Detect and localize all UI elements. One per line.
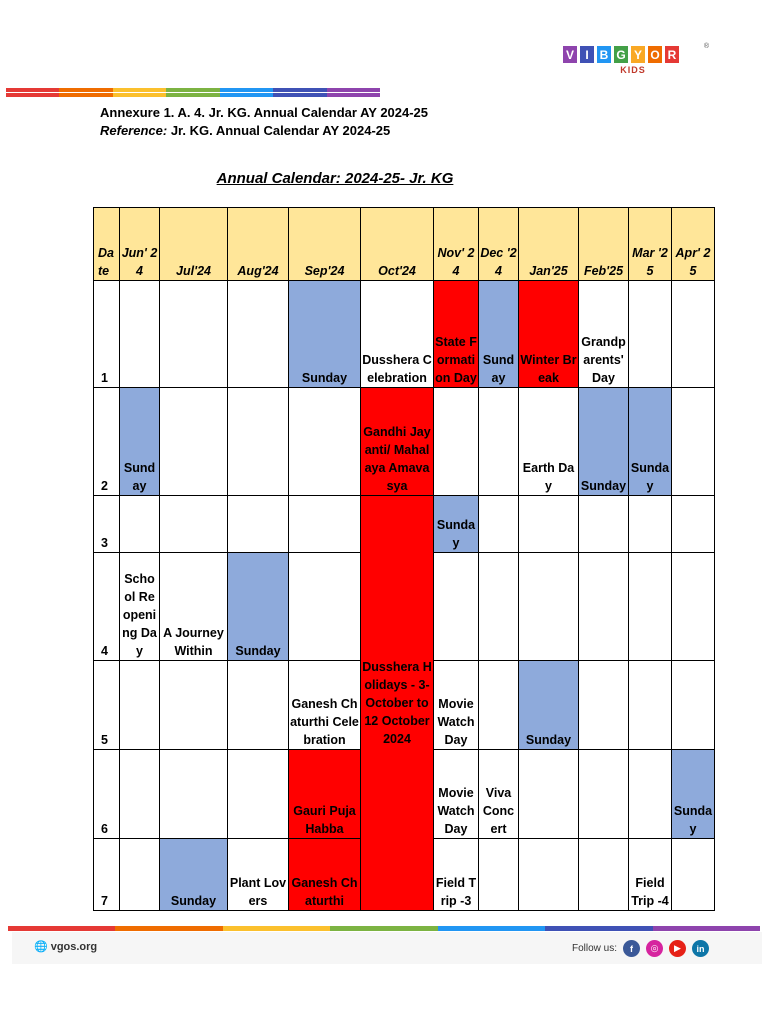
event-cell: Gandhi Jayanti/ Mahalaya Amavasya — [361, 388, 434, 496]
stripe-segment — [545, 926, 652, 931]
empty-cell — [160, 388, 228, 496]
empty-cell — [228, 661, 289, 750]
footer — [12, 932, 762, 964]
vibgyor-kids-logo: V I B G Y O R KIDS ® — [563, 46, 709, 86]
event-cell: Movie Watch Day — [434, 750, 479, 839]
calendar-header-row — [94, 208, 715, 281]
empty-cell — [479, 388, 519, 496]
month-column-header: Mar '25 — [629, 208, 672, 281]
empty-cell — [672, 388, 715, 496]
event-cell: Sunday — [519, 661, 579, 750]
empty-cell — [629, 281, 672, 388]
empty-cell — [160, 281, 228, 388]
stripe-segment — [438, 926, 545, 931]
empty-cell — [519, 839, 579, 911]
empty-cell — [120, 750, 160, 839]
event-cell: Dusshera Holidays - 3- October to 12 October 2024 — [361, 496, 434, 911]
event-cell: Sunday — [120, 388, 160, 496]
date-cell: 2 — [94, 388, 120, 496]
empty-cell — [289, 553, 361, 661]
event-cell: Field Trip -4 — [629, 839, 672, 911]
empty-cell — [228, 281, 289, 388]
empty-cell — [160, 661, 228, 750]
empty-cell — [120, 281, 160, 388]
stripe-segment — [220, 88, 273, 92]
empty-cell — [579, 750, 629, 839]
date-cell: 3 — [94, 496, 120, 553]
empty-cell — [519, 553, 579, 661]
empty-cell — [672, 281, 715, 388]
footer-site[interactable]: 🌐 vgos.org — [34, 940, 98, 953]
month-column-header: Dec '24 — [479, 208, 519, 281]
calendar-row — [94, 496, 715, 553]
empty-cell — [479, 496, 519, 553]
logo-letter: O — [648, 46, 662, 63]
empty-cell — [120, 661, 160, 750]
event-cell: Sunday — [629, 388, 672, 496]
month-column-header: Jan'25 — [519, 208, 579, 281]
empty-cell — [228, 750, 289, 839]
empty-cell — [479, 661, 519, 750]
empty-cell — [629, 661, 672, 750]
event-cell: Sunday — [434, 496, 479, 553]
empty-cell — [672, 839, 715, 911]
empty-cell — [672, 553, 715, 661]
page-title: Annual Calendar: 2024-25- Jr. KG — [216, 170, 454, 187]
stripe-segment — [6, 93, 59, 97]
calendar-row — [94, 281, 715, 388]
instagram-icon[interactable]: ◎ — [646, 940, 663, 957]
month-column-header: Jun' 24 — [120, 208, 160, 281]
month-column-header: Feb'25 — [579, 208, 629, 281]
empty-cell — [519, 496, 579, 553]
stripe-segment — [113, 88, 166, 92]
event-cell: Winter Break — [519, 281, 579, 388]
stripe-segment — [166, 88, 219, 92]
month-column-header: Aug'24 — [228, 208, 289, 281]
event-cell: Gauri Puja Habba — [289, 750, 361, 839]
globe-icon: 🌐 — [34, 941, 48, 953]
calendar-row — [94, 388, 715, 496]
month-column-header: Sep'24 — [289, 208, 361, 281]
month-column-header: Jul'24 — [160, 208, 228, 281]
date-cell: 6 — [94, 750, 120, 839]
bottom-color-stripe — [8, 926, 760, 931]
empty-cell — [479, 553, 519, 661]
date-cell: 5 — [94, 661, 120, 750]
event-cell: Grandparents' Day — [579, 281, 629, 388]
empty-cell — [519, 750, 579, 839]
facebook-icon[interactable]: f — [623, 940, 640, 957]
stripe-segment — [220, 93, 273, 97]
event-cell: Ganesh Chaturthi Celebration — [289, 661, 361, 750]
empty-cell — [579, 496, 629, 553]
date-column-header: Date — [94, 208, 120, 281]
event-cell: State Formation Day — [434, 281, 479, 388]
stripe-segment — [59, 88, 112, 92]
empty-cell — [160, 496, 228, 553]
stripe-segment — [273, 93, 326, 97]
empty-cell — [289, 388, 361, 496]
empty-cell — [479, 839, 519, 911]
top-color-stripe — [6, 88, 380, 97]
event-cell: Earth Day — [519, 388, 579, 496]
empty-cell — [672, 661, 715, 750]
stripe-segment — [8, 926, 115, 931]
month-column-header: Oct'24 — [361, 208, 434, 281]
annexure-line: Annexure 1. A. 4. Jr. KG. Annual Calendar AY 2024-25 — [100, 105, 429, 120]
stripe-segment — [115, 926, 222, 931]
footer-follow: Follow us: f ◎ ▶ in — [572, 940, 709, 957]
date-cell: 4 — [94, 553, 120, 661]
empty-cell — [434, 388, 479, 496]
event-cell: Sunday — [579, 388, 629, 496]
reference-line: Reference: Jr. KG. Annual Calendar AY 2024-25 — [100, 123, 391, 138]
event-cell: Sunday — [289, 281, 361, 388]
empty-cell — [672, 496, 715, 553]
empty-cell — [629, 750, 672, 839]
stripe-segment — [223, 926, 330, 931]
date-cell: 7 — [94, 839, 120, 911]
event-cell: Plant Lovers — [228, 839, 289, 911]
logo-letter: R — [665, 46, 679, 63]
logo-letter: Y — [631, 46, 645, 63]
event-cell: Sunday — [160, 839, 228, 911]
stripe-segment — [327, 88, 380, 92]
stripe-segment — [166, 93, 219, 97]
empty-cell — [289, 496, 361, 553]
linkedin-icon[interactable]: in — [692, 940, 709, 957]
event-cell: Dusshera Celebration — [361, 281, 434, 388]
event-cell: A Journey Within — [160, 553, 228, 661]
empty-cell — [629, 553, 672, 661]
stripe-segment — [273, 88, 326, 92]
stripe-segment — [113, 93, 166, 97]
event-cell: Movie Watch Day — [434, 661, 479, 750]
empty-cell — [434, 553, 479, 661]
month-column-header: Nov' 24 — [434, 208, 479, 281]
empty-cell — [228, 496, 289, 553]
month-column-header: Apr' 25 — [672, 208, 715, 281]
logo-kids-text: KIDS — [620, 65, 646, 75]
empty-cell — [160, 750, 228, 839]
event-cell: Sunday — [672, 750, 715, 839]
event-cell: Field Trip -3 — [434, 839, 479, 911]
empty-cell — [228, 388, 289, 496]
stripe-segment — [59, 93, 112, 97]
logo-letter: I — [580, 46, 594, 63]
event-cell: Viva Concert — [479, 750, 519, 839]
logo-letter: V — [563, 46, 577, 63]
event-cell: Sunday — [479, 281, 519, 388]
empty-cell — [120, 496, 160, 553]
empty-cell — [579, 661, 629, 750]
annexure-header — [100, 104, 428, 140]
event-cell: Sunday — [228, 553, 289, 661]
logo-letter: B — [597, 46, 611, 63]
empty-cell — [579, 839, 629, 911]
empty-cell — [579, 553, 629, 661]
event-cell: School Reopening Day — [120, 553, 160, 661]
logo-letter: G — [614, 46, 628, 63]
stripe-segment — [6, 88, 59, 92]
stripe-segment — [330, 926, 437, 931]
calendar-table — [93, 207, 715, 911]
stripe-segment — [327, 93, 380, 97]
stripe-segment — [653, 926, 760, 931]
youtube-icon[interactable]: ▶ — [669, 940, 686, 957]
empty-cell — [629, 496, 672, 553]
date-cell: 1 — [94, 281, 120, 388]
empty-cell — [120, 839, 160, 911]
event-cell: Ganesh Chaturthi — [289, 839, 361, 911]
